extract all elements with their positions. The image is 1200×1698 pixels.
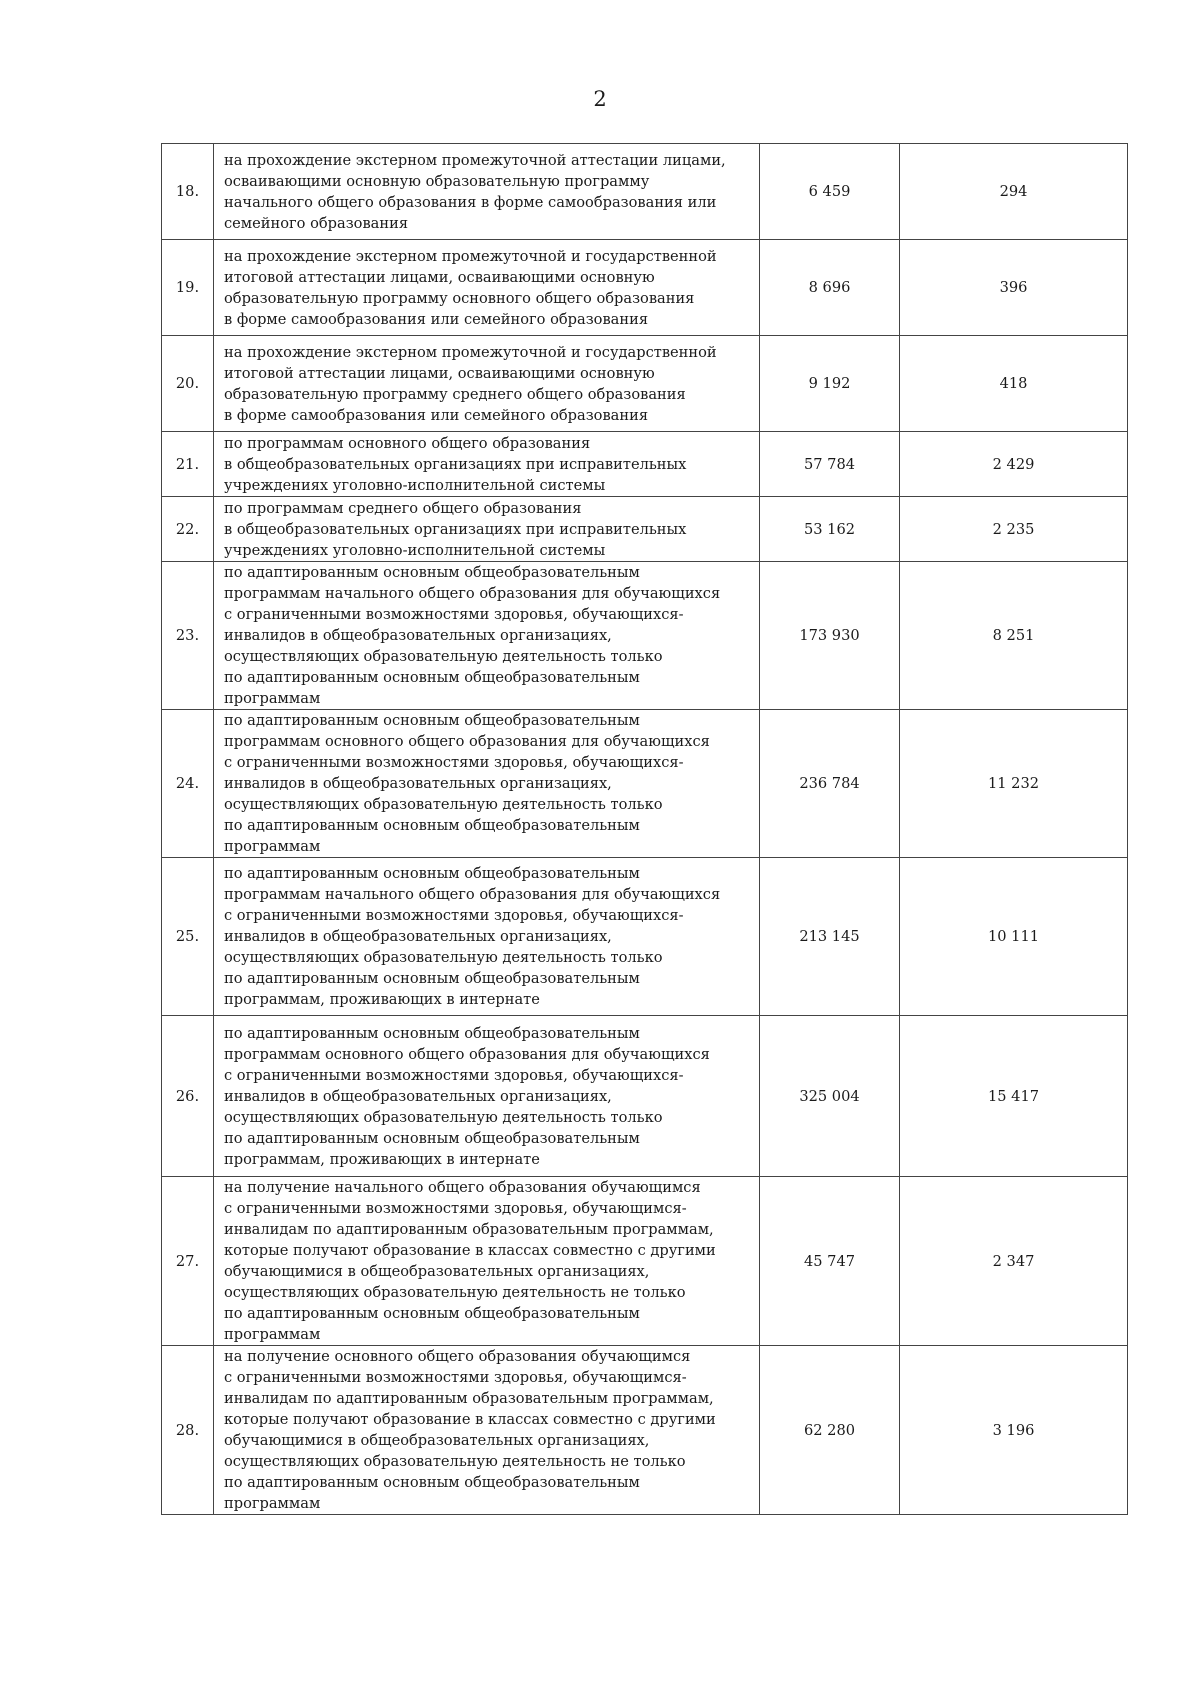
- row-number-cell: 27.: [162, 1177, 214, 1346]
- value-cell-1: 9 192: [760, 336, 900, 432]
- value-cell-2: 2 347: [900, 1177, 1128, 1346]
- description-line: в форме самообразования или семейного образования: [224, 406, 649, 424]
- description-line: программам основного общего образования для обучающихся: [224, 733, 710, 750]
- description-line: итоговой аттестации лицами, осваивающими основную: [224, 268, 655, 286]
- row-number-cell: 21.: [162, 432, 214, 497]
- description-line: программам, проживающих в интернате: [224, 1150, 540, 1168]
- description-line: по программам среднего общего образования: [224, 499, 582, 517]
- description-line: осуществляющих образовательную деятельность только: [224, 648, 663, 665]
- description-line: инвалидов в общеобразовательных организациях,: [224, 775, 612, 792]
- description-line: по адаптированным основным общеобразовательным: [224, 817, 640, 834]
- row-number-cell: 22.: [162, 497, 214, 562]
- description-line: учреждениях уголовно-исполнительной системы: [224, 476, 606, 494]
- description-line: по адаптированным основным общеобразовательным: [224, 1024, 640, 1042]
- value-cell-1: 6 459: [760, 144, 900, 240]
- description-line: на получение начального общего образования обучающимся: [224, 1179, 701, 1196]
- description-line: инвалидам по адаптированным образовательным программам,: [224, 1390, 714, 1407]
- description-line: которые получают образование в классах совместно с другими: [224, 1242, 716, 1259]
- description-line: на получение основного общего образования обучающимся: [224, 1348, 691, 1365]
- description-line: осуществляющих образовательную деятельность не только: [224, 1284, 686, 1301]
- description-line: программам: [224, 690, 321, 707]
- description-line: программам, проживающих в интернате: [224, 991, 540, 1008]
- description-line: по адаптированным основным общеобразовательным: [224, 1474, 640, 1491]
- description-cell: [214, 497, 760, 562]
- row-number-cell: 28.: [162, 1346, 214, 1515]
- description-line: на прохождение экстерном промежуточной и государственной: [224, 247, 717, 265]
- description-cell: [214, 858, 760, 1016]
- value-cell-2: 3 196: [900, 1346, 1128, 1515]
- description-cell: [214, 336, 760, 432]
- description-line: осуществляющих образовательную деятельность только: [224, 796, 663, 813]
- description-line: начального общего образования в форме самообразования или: [224, 193, 717, 211]
- description-line: инвалидам по адаптированным образовательным программам,: [224, 1221, 714, 1238]
- value-cell-2: 396: [900, 240, 1128, 336]
- description-cell: [214, 432, 760, 497]
- value-cell-2: 11 232: [900, 710, 1128, 858]
- value-cell-1: 325 004: [760, 1016, 900, 1177]
- description-line: по адаптированным основным общеобразовательным: [224, 564, 640, 581]
- description-line: на прохождение экстерном промежуточной и государственной: [224, 343, 717, 361]
- table-row: [162, 710, 1128, 858]
- description-cell: [214, 710, 760, 858]
- description-line: программам: [224, 838, 321, 855]
- table-row: [162, 1177, 1128, 1346]
- value-cell-1: 236 784: [760, 710, 900, 858]
- description-line: итоговой аттестации лицами, осваивающими основную: [224, 364, 655, 382]
- value-cell-2: 2 429: [900, 432, 1128, 497]
- description-line: в общеобразовательных организациях при исправительных: [224, 455, 687, 473]
- table-row: [162, 562, 1128, 710]
- description-line: инвалидов в общеобразовательных организациях,: [224, 1087, 612, 1105]
- description-line: учреждениях уголовно-исполнительной системы: [224, 541, 606, 559]
- row-number-cell: 19.: [162, 240, 214, 336]
- description-line: по адаптированным основным общеобразовательным: [224, 669, 640, 686]
- value-cell-2: 8 251: [900, 562, 1128, 710]
- description-line: в общеобразовательных организациях при исправительных: [224, 520, 687, 538]
- description-line: по адаптированным основным общеобразовательным: [224, 712, 640, 729]
- description-line: осуществляющих образовательную деятельность только: [224, 949, 663, 966]
- description-cell: [214, 1177, 760, 1346]
- description-line: программам начального общего образования для обучающихся: [224, 886, 721, 903]
- value-cell-1: 45 747: [760, 1177, 900, 1346]
- description-cell: [214, 1346, 760, 1515]
- description-cell: [214, 144, 760, 240]
- value-cell-2: 418: [900, 336, 1128, 432]
- description-cell: [214, 240, 760, 336]
- description-line: программам: [224, 1326, 321, 1343]
- description-line: по программам основного общего образования: [224, 434, 591, 452]
- description-line: обучающимися в общеобразовательных организациях,: [224, 1263, 650, 1280]
- description-line: с ограниченными возможностями здоровья, обучающихся-: [224, 606, 684, 623]
- description-line: образовательную программу основного общего образования: [224, 289, 695, 307]
- description-line: с ограниченными возможностями здоровья, обучающимся-: [224, 1369, 687, 1386]
- value-cell-1: 57 784: [760, 432, 900, 497]
- value-cell-1: 173 930: [760, 562, 900, 710]
- value-cell-1: 62 280: [760, 1346, 900, 1515]
- description-line: обучающимися в общеобразовательных организациях,: [224, 1432, 650, 1449]
- description-line: по адаптированным основным общеобразовательным: [224, 970, 640, 987]
- table-row: [162, 144, 1128, 240]
- value-cell-2: 10 111: [900, 858, 1128, 1016]
- row-number-cell: 18.: [162, 144, 214, 240]
- description-line: программам: [224, 1495, 321, 1512]
- row-number-cell: 20.: [162, 336, 214, 432]
- row-number-cell: 26.: [162, 1016, 214, 1177]
- description-line: по адаптированным основным общеобразовательным: [224, 1305, 640, 1322]
- value-cell-1: 213 145: [760, 858, 900, 1016]
- description-line: инвалидов в общеобразовательных организациях,: [224, 928, 612, 945]
- description-line: на прохождение экстерном промежуточной аттестации лицами,: [224, 151, 726, 169]
- description-line: инвалидов в общеобразовательных организациях,: [224, 627, 612, 644]
- row-number-cell: 25.: [162, 858, 214, 1016]
- description-line: осуществляющих образовательную деятельность только: [224, 1108, 663, 1126]
- description-line: по адаптированным основным общеобразовательным: [224, 865, 640, 882]
- table-body: [162, 144, 1128, 1515]
- description-line: с ограниченными возможностями здоровья, обучающихся-: [224, 1066, 684, 1084]
- value-cell-1: 8 696: [760, 240, 900, 336]
- table-row: [162, 1346, 1128, 1515]
- value-cell-2: 2 235: [900, 497, 1128, 562]
- value-cell-2: 15 417: [900, 1016, 1128, 1177]
- description-line: в форме самообразования или семейного образования: [224, 310, 649, 328]
- value-cell-2: 294: [900, 144, 1128, 240]
- description-cell: [214, 1016, 760, 1177]
- table-row: [162, 240, 1128, 336]
- description-line: осуществляющих образовательную деятельность не только: [224, 1453, 686, 1470]
- table-row: [162, 858, 1128, 1016]
- description-line: осваивающими основную образовательную программу: [224, 172, 650, 190]
- table-row: [162, 336, 1128, 432]
- row-number-cell: 24.: [162, 710, 214, 858]
- row-number-cell: 23.: [162, 562, 214, 710]
- description-cell: [214, 562, 760, 710]
- description-line: с ограниченными возможностями здоровья, обучающимся-: [224, 1200, 687, 1217]
- description-line: семейного образования: [224, 214, 409, 232]
- table-row: [162, 1016, 1128, 1177]
- table-row: [162, 432, 1128, 497]
- description-line: которые получают образование в классах совместно с другими: [224, 1411, 716, 1428]
- description-line: образовательную программу среднего общего образования: [224, 385, 686, 403]
- table-row: [162, 497, 1128, 562]
- description-line: по адаптированным основным общеобразовательным: [224, 1129, 640, 1147]
- description-line: с ограниченными возможностями здоровья, обучающихся-: [224, 907, 684, 924]
- tariff-table: [161, 143, 1128, 1515]
- description-line: с ограниченными возможностями здоровья, обучающихся-: [224, 754, 684, 771]
- description-line: программам основного общего образования для обучающихся: [224, 1045, 710, 1063]
- value-cell-1: 53 162: [760, 497, 900, 562]
- description-line: программам начального общего образования для обучающихся: [224, 585, 721, 602]
- page-number: 2: [593, 87, 607, 111]
